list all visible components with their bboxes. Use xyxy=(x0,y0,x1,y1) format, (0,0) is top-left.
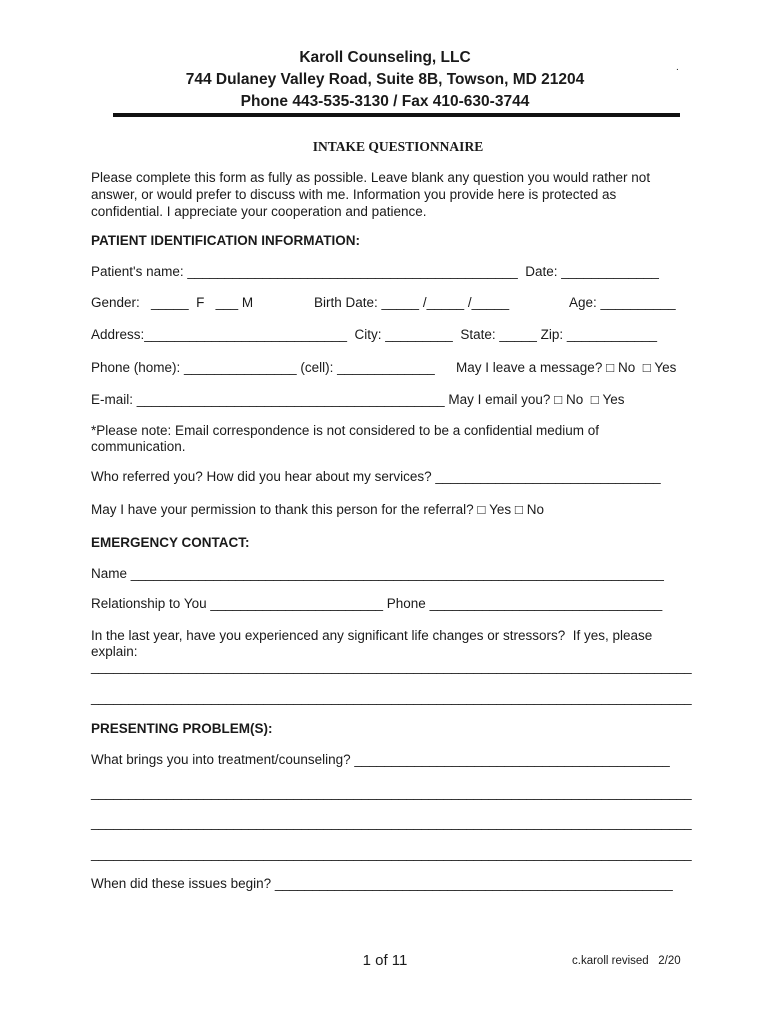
gender-field[interactable]: Gender: _____ F ___ M xyxy=(91,295,254,310)
company-name: Karoll Counseling, LLC xyxy=(299,49,471,66)
email-field[interactable]: E-mail: _________________________________________ May I email you? □ No □ Yes xyxy=(91,392,625,407)
life-changes-question-line2: explain: xyxy=(91,644,138,659)
page-number: 1 of 11 xyxy=(362,952,408,969)
company-address: 744 Dulaney Valley Road, Suite 8B, Towson, MD 21204 xyxy=(185,71,585,88)
life-changes-blank-1[interactable]: ________________________________________________________________________________ xyxy=(91,659,692,674)
treatment-blank-3[interactable]: ________________________________________________________________________________ xyxy=(91,846,692,861)
revision-note: c.karoll revised 2/20 xyxy=(572,955,681,967)
email-note-line1: *Please note: Email correspondence is not considered to be a confidential medium of xyxy=(91,423,600,438)
referral-permission-question[interactable]: May I have your permission to thank this person for the referral? □ Yes □ No xyxy=(91,502,545,517)
email-note-line2: communication. xyxy=(91,439,186,454)
emergency-section-heading: EMERGENCY CONTACT: xyxy=(91,535,250,550)
treatment-blank-1[interactable]: ________________________________________________________________________________ xyxy=(91,785,692,800)
phone-field[interactable]: Phone (home): _______________ (cell): _____________ xyxy=(91,360,435,375)
presenting-section-heading: PRESENTING PROBLEM(S): xyxy=(91,721,273,736)
life-changes-question-line1: In the last year, have you experienced any significant life changes or stressors? If yes, please xyxy=(91,628,653,643)
treatment-reason-field[interactable]: What brings you into treatment/counseling? __________________________________________ xyxy=(91,752,670,767)
leave-message-question[interactable]: May I leave a message? □ No □ Yes xyxy=(456,360,677,375)
header-rule xyxy=(113,113,680,117)
referral-field[interactable]: Who referred you? How did you hear about my services? ______________________________ xyxy=(91,469,661,484)
birth-date-field[interactable]: Birth Date: _____ /_____ /_____ xyxy=(314,295,510,310)
patient-name-field[interactable]: Patient's name: ____________________________________________ Date: _____________ xyxy=(91,264,659,279)
age-field[interactable]: Age: __________ xyxy=(569,295,676,310)
patient-section-heading: PATIENT IDENTIFICATION INFORMATION: xyxy=(91,233,360,248)
form-title: INTAKE QUESTIONNAIRE xyxy=(312,139,484,154)
company-phone: Phone 443-535-3130 / Fax 410-630-3744 xyxy=(240,93,530,110)
relationship-field[interactable]: Relationship to You _______________________ Phone _______________________________ xyxy=(91,596,663,611)
treatment-blank-2[interactable]: ________________________________________________________________________________ xyxy=(91,815,692,830)
address-field[interactable]: Address:___________________________ City: _________ State: _____ Zip: ____________ xyxy=(91,327,657,342)
intro-paragraph: Please complete this form as fully as possible. Leave blank any question you would rather not answer, or would prefer to discuss with me. Information you provide here is protected as confidential. I appreciate your cooperation and patience. xyxy=(91,170,651,219)
stray-mark: . xyxy=(676,62,679,73)
life-changes-blank-2[interactable]: ________________________________________________________________________________ xyxy=(91,690,692,705)
emergency-name-field[interactable]: Name _______________________________________________________________________ xyxy=(91,566,664,581)
issues-began-field[interactable]: When did these issues begin? _____________________________________________________ xyxy=(91,876,673,891)
